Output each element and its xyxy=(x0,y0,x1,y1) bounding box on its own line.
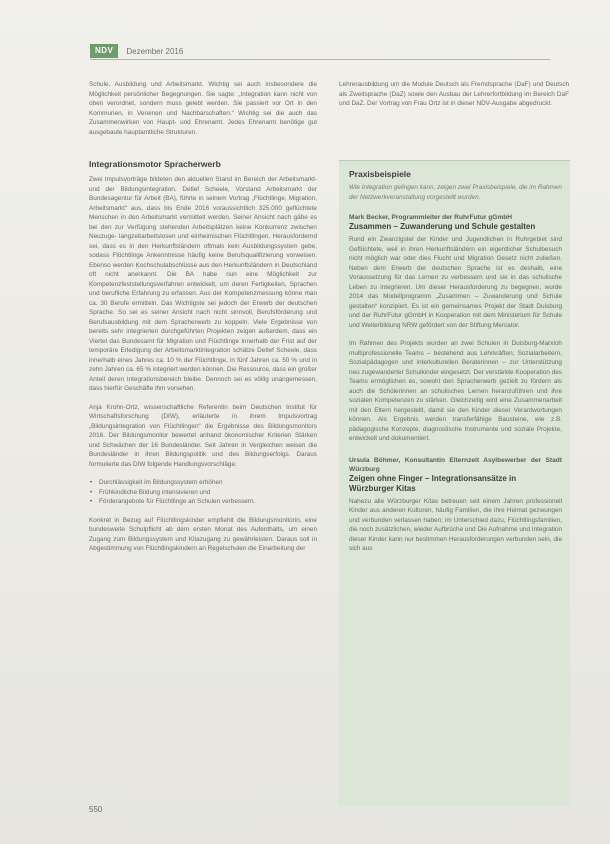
example-author: Ursula Böhmer, Konsultantin Elternzeit Asylbewerber der Stadt Würzburg xyxy=(349,456,562,473)
right-column xyxy=(339,80,569,109)
list-item: • Förderangebote für Flüchtlinge an Schulen verbessern. xyxy=(99,497,317,507)
header-divider xyxy=(90,59,550,60)
body-paragraph: Im Rahmen des Projekts wurden an zwei Schulen in Duisburg-Marxloh multiprofessionelle Teams – bestehend aus Lehrkräften, Sozialarbeitern, Sozialpädagogen und interkulturellen Beraterinnen – zur Unterstützung neu zugewanderter Schulkinder eingesetzt. Der verstärkte Kooperation des Teams ermöglichen es, sowohl den Spracherwerb gezielt zu fördern als auch die Schülerinnen an schulisches Lernen heranzuführen und ihre sozialen Kompetenzen zu stärken. Gleichzeitig wird eine Zusammenarbeit mit den Eltern hergestellt, damit sie den Kinder dieser Verantwortungen können. Als Ergebnis werden transferfähige Bausteine, wie z.B. pädagogische Konzepte, diagnostische Instrumente und soziale Projekte, entwickelt und dokumentiert. xyxy=(349,340,562,442)
body-paragraph: Rund ein Zwanzigstel der Kinder und Jugendlichen in Ruhrgebiet sind Geflüchtete, weil in ihren Herkunftsländern ein eigentlicher Schulbesuch nicht möglich war oder dies Flucht und Migration Gesetz nicht zuließen. Neben dem Erwerb der deutschen Sprache ist es deshalb, eine Voraussetzung für das Lernen zu verbessern und sie in das schulische Leben zu integrieren. Um dieser Herausforderung zu begegnen, wurde 2014 das Modellprogramm „Zusammen – Zuwanderung und Schule gestalten“ konzipiert. Es ist ein gemeinsames Projekt der Stadt Duisburg und der RuhrFutur gGmbH in Kooperation mit dem Ministerium für Schule und Weiterbildung NRW gefördert von der Stiftung Mercator. xyxy=(349,236,562,329)
practice-examples-box xyxy=(339,160,570,806)
journal-badge: NDV xyxy=(90,44,118,58)
list-item: • Durchlässigkeit im Bildungssystem erhöhen xyxy=(99,478,317,488)
box-intro: Wie Integration gelingen kann, zeigen zwei Praxisbeispiele, die im Rahmen der Netzwerkveranstaltung vorgestellt wurden. xyxy=(349,184,562,201)
example-heading: Zusammen – Zuwanderung und Schule gestalten xyxy=(349,222,536,231)
page-number: 550 xyxy=(89,805,103,814)
section-heading: Integrationsmotor Spracherwerb xyxy=(89,159,221,169)
example-author: Mark Becker, Programmleiter der RuhrFutur gGmbH xyxy=(349,214,513,221)
intro-paragraph: Schule, Ausbildung und Arbeitsmarkt. Wichtig sei auch insbesondere die Möglichkeit persönlicher Begegnungen. Sie sagte: „Integration kann nicht von oben verordnet, sondern muss gelebt werden. Sie passiert vor Ort in den Kommunen, in Vereinen und Nachbarschaften.“ Wichtig sei die auch das Zusammenwirken von Haupt- und Ehrenamt. Jedes Ehrenamt benötige gut ausgebaute hauptamtliche Strukturen. xyxy=(89,81,317,136)
left-column xyxy=(89,80,317,554)
body-paragraph: Zwei Impulsvorträge bildeten den aktuellen Stand im Bereich der Arbeitsmarkt- und der Bildungsintegration. Detlef Scheele, Vorstand Arbeitsmarkt der Bundesagentur für Arbeit (BA), führte in seinem Vortrag „Flüchtlinge, Migration, Arbeitsmarkt“ aus, dass bis Ende 2016 voraussichtlich 325.000 geflüchtete Menschen in den Arbeitsmarkt vermittelt werden. Seiner Ansicht nach gäbe es bei den zur Verfügung stehenden Arbeitsplätzen keine Konkurrenz zwischen Neuzuge- langzeitarbeitslosen und einheimischen Flüchtlingen. Herausfordernd sei, dass es in den Herkunftsländern oftmals kein Ausbildungssystem gebe, sodass Flüchtlinge Ankenntnisse häufig keine Berufsqualifizierung vorweisen. Ebenso werden Kochschulabschlüsse aus den Herkunftsländern in Deutschland oft nicht anerkannt. Die BA habe nun eine Möglichkeit zur Kompetenzfeststellungsverfahren entwickelt, um deren Fertigkeiten, Sprachen und berufliche Erfahrung zu erfassen. Aus der Kompetenzmessung könne man ca. 30 Berufe ermitteln. Das Wichtigste sei jedoch der Erwerb der deutschen Sprache. So sei es seiner Ansicht nach nicht sinnvoll, Berufsförderung und Berufsausbildung mit dem Spracherwerb zu koppeln. Viele Ergebnisse von bereits sehr integrierten durchgeführten Projekten zeigen außerdem, dass ein Viertel das Bundesamt für Migration und Flüchtlinge innerhalb der Frist auf der temporäre Erledigung der Arbeitsmarktintegration schätze Detlef Scheele, dass innerhalb eines Jahres ca. 10 % der Flüchtlinge, in fünf Jahren ca. 50 % und in zehn Jahren ca. 65 % integriert werden können. Die Ressource, dass ein großer Anteil deren Integrationsbereich bleibe. Dennoch sei es völlig unangemessen, dass hierfür Geschäfte ihm vorsehen. xyxy=(89,176,317,392)
body-paragraph: Nahezu alle Würzburger Kitas betreuen seit einem Jahren professionell Kinder aus anderen Kulturen, häufig Familien, die ihre Heimat gezwungen und verbunden verlassen haben; im Unterschied dazu, Flüchtlingsfamilien, die noch zusätzlichen, wieder Aufbrüche und Die Aufnahme und Integration dieser Kinder kann nur bestimmen Herausforderungen verbunden sein, die sich aus xyxy=(349,497,562,552)
body-paragraph: Lehrerausbildung um die Module Deutsch als Fremdsprache (DaF) und Deutsch als Zweitsprache (DaZ) sowie den Ausbau der Lehrerfortbildung im Bereich DaF und DaZ. Der Vortrag von Frau Ortz ist in dieser NDV-Ausgabe abgedruckt. xyxy=(339,81,569,107)
box-title: Praxisbeispiele xyxy=(349,169,411,179)
body-paragraph: Konkret in Bezug auf Flüchtlingskinder empfiehlt die Bildungsmonitorin, eine bundesweite Schulpflicht ab dem ersten Monat des Aufenthalts, um einen Zugang zum Bildungssystem und Kitazugang zu gewährleisten. Daraus soll in Abgestimmung von Flüchtlingskindern an Regelschulen die Einarbeitung der xyxy=(89,516,317,552)
recommendations-list xyxy=(89,478,317,507)
example-heading: Zeigen ohne Finger – Integrationsansätze in Würzburger Kitas xyxy=(349,473,517,493)
issue-date: Dezember 2016 xyxy=(126,46,184,56)
running-header xyxy=(90,44,183,58)
list-item: • Frühkindliche Bildung intensivieren und xyxy=(99,488,317,498)
body-paragraph: Anja Krohn-Ortz, wissenschaftliche Referentin beim Deutschen Institut für Wirtschaftsforschung (DIW), erläuterte in ihrem Impulsvortrag „Bildungsintegration von Flüchtlingen“ die Ergebnisse des Bildungsmonitors 2016. Der Bildungsmonitor bewertet anhand ökonomischer Kriterien Stärken und Schwächen der 16 Bundesländer. Seit Jahren in Vergleichen weisen die Bundesländer in ihren Bildungspolitik und des Bildungserfolgs. Daraus formulierte das DIW folgende Handlungsvorschläge: xyxy=(89,403,317,468)
